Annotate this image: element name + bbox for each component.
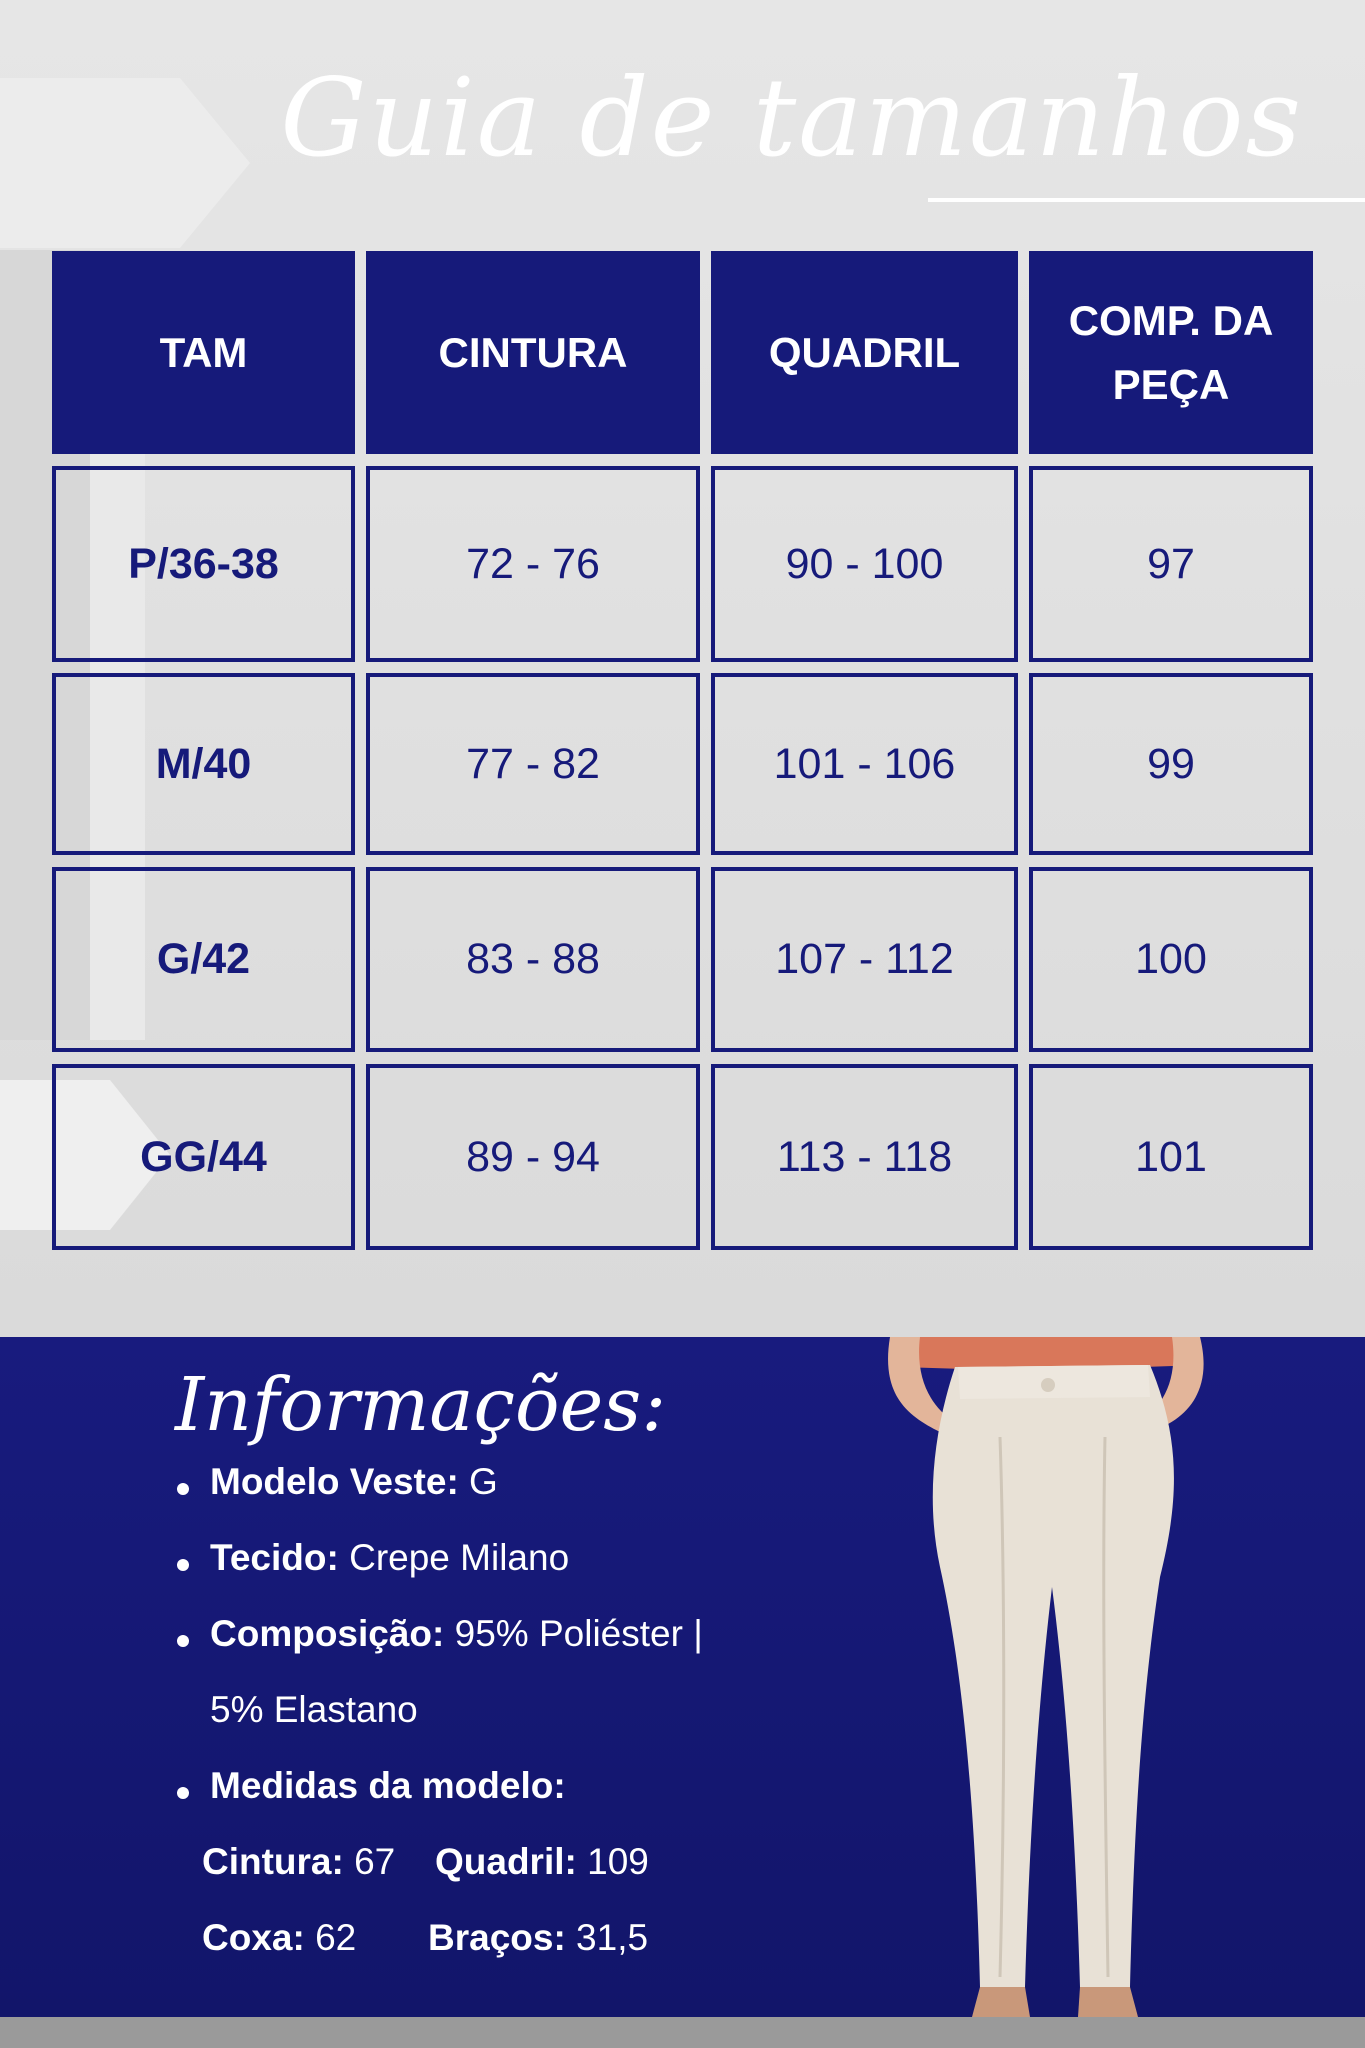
table-cell-quadril: 90 - 100 [711,466,1018,662]
table-cell-size: GG/44 [52,1064,355,1250]
table-cell-quadril: 107 - 112 [711,867,1018,1052]
header-comp-da-peca [1029,251,1313,454]
info-quadril [435,1841,649,1883]
bullet-icon [177,1483,189,1495]
model-photo [880,1337,1210,2017]
header-quadril: QUADRIL [711,251,1018,454]
page-title: Guia de tamanhos [280,56,1303,181]
title-underline [928,198,1365,202]
header-comp-line2: PEÇA [1112,360,1230,408]
info-value: 67 [343,1841,396,1882]
table-cell-quadril: 113 - 118 [711,1064,1018,1250]
table-cell-comp: 100 [1029,867,1313,1052]
info-label: Composição: [210,1613,445,1654]
header-comp-line1: COMP. DA [1068,296,1274,344]
table-cell-size: P/36-38 [52,466,355,662]
info-label: Quadril: [435,1841,577,1882]
table-cell-quadril: 101 - 106 [711,673,1018,855]
info-tecido [210,1537,569,1579]
table-cell-size: M/40 [52,673,355,855]
info-label: Tecido: [210,1537,339,1578]
table-cell-cintura: 77 - 82 [366,673,700,855]
table-cell-cintura: 89 - 94 [366,1064,700,1250]
table-cell-size: G/42 [52,867,355,1052]
bullet-icon [177,1559,189,1571]
table-cell-comp: 101 [1029,1064,1313,1250]
bullet-icon [177,1787,189,1799]
info-section [0,1337,1365,2017]
info-title: Informações: [175,1362,667,1448]
table-cell-cintura: 83 - 88 [366,867,700,1052]
footer-strip [0,2017,1365,2048]
info-composicao [210,1613,703,1655]
info-label: Medidas da modelo: [210,1765,566,1806]
background-shape [0,78,180,248]
table-cell-comp: 99 [1029,673,1313,855]
info-label: Coxa: [202,1917,305,1958]
header-cintura: CINTURA [366,251,700,454]
info-label: Cintura: [202,1841,344,1882]
info-value: 95% Poliéster | [444,1613,703,1654]
background-shape [180,78,250,248]
info-bracos [428,1917,648,1959]
info-modelo-veste [210,1461,498,1503]
info-value: 109 [576,1841,649,1882]
info-value: G [458,1461,498,1502]
info-value: Crepe Milano [338,1537,570,1578]
info-value: 31,5 [565,1917,649,1958]
table-cell-cintura: 72 - 76 [366,466,700,662]
header-tam: TAM [52,251,355,454]
info-composicao-cont: 5% Elastano [210,1689,418,1730]
info-value: 62 [304,1917,357,1958]
table-cell-comp: 97 [1029,466,1313,662]
info-medidas [210,1765,566,1807]
info-label: Modelo Veste: [210,1461,459,1502]
info-label: Braços: [428,1917,566,1958]
info-cintura [202,1841,395,1883]
bullet-icon [177,1635,189,1647]
info-coxa [202,1917,356,1959]
